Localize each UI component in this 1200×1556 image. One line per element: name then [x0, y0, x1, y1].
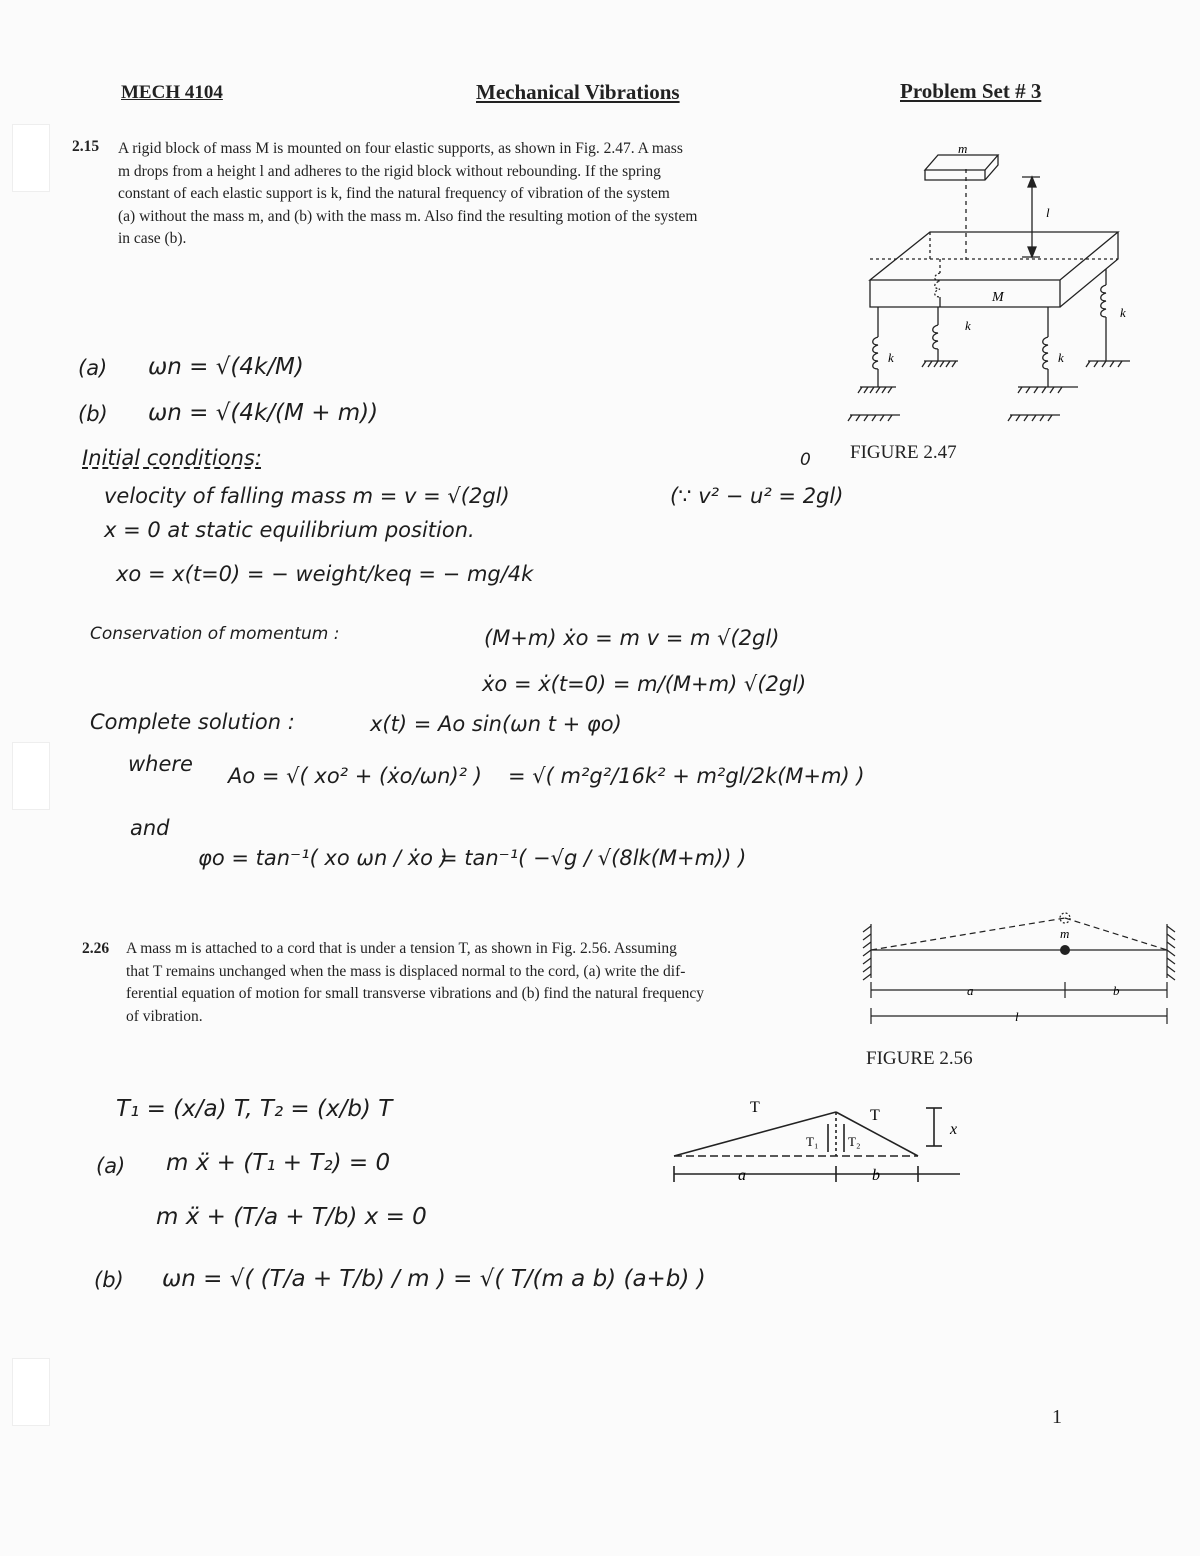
fig256-label-m: m	[1060, 926, 1070, 941]
tension-eq: T₁ = (x/a) T, T₂ = (x/b) T	[116, 1096, 393, 1122]
initial-conditions-heading: Initial conditions:	[82, 446, 262, 470]
solution-226-b-eq: ωn = √( (T/a + T/b) / m ) = √( T/(m a b) (a+b) )	[162, 1266, 706, 1292]
solution-215-a-eq: ωn = √(4k/M)	[148, 354, 304, 380]
x0-line: xo = x(t=0) = − weight/keq = − mg/4k	[116, 562, 534, 586]
text-line: A rigid block of mass M is mounted on four elastic supports, as shown in Fig. 2.47. A mass	[118, 140, 683, 157]
momentum-label: Conservation of momentum :	[90, 624, 340, 644]
velocity-note: (∵ v² − u² = 2gl)	[670, 484, 844, 508]
course-code: MECH 4104	[121, 82, 223, 103]
large-mass-block	[870, 232, 1118, 280]
solution-226-b-label: (b)	[94, 1268, 124, 1292]
text-line: m drops from a height l and adheres to the rigid block without rebounding. If the spring	[118, 162, 661, 180]
sketch-label-a: a	[738, 1167, 746, 1184]
figure-2-56	[855, 900, 1185, 1030]
problem-number-226: 2.26	[82, 940, 110, 957]
u-zero-note: 0	[800, 450, 811, 470]
text-line: (a) without the mass m, and (b) with the mass m. Also find the resulting motion of the system	[118, 207, 698, 225]
phi-rhs: = tan⁻¹( −√g / √(8lk(M+m)) )	[440, 846, 747, 870]
solution-215-b-eq: ωn = √(4k/(M + m))	[148, 400, 379, 426]
punch-hole-bottom	[12, 1358, 50, 1426]
solution-226-a-eq2: m ẍ + (T/a + T/b) x = 0	[156, 1204, 427, 1230]
solution-215-a-label: (a)	[78, 356, 108, 380]
solution-226-a-label: (a)	[96, 1154, 126, 1178]
fig247-label-M: M	[992, 290, 1004, 305]
complete-solution-eq: x(t) = Ao sin(ωn t + φo)	[370, 712, 622, 736]
phi-lhs: φo = tan⁻¹( xo ωn / ẋo )	[198, 846, 448, 870]
velocity-line: velocity of falling mass m = v = √(2gl)	[104, 484, 510, 508]
fig256-label-b: b	[1113, 983, 1120, 998]
tension-sketch	[660, 1094, 980, 1194]
text-line: in case (b).	[118, 230, 187, 247]
fig247-label-l: l	[1046, 205, 1050, 220]
complete-solution-label: Complete solution :	[90, 710, 295, 734]
page-title: Mechanical Vibrations	[476, 80, 680, 104]
text-line: A mass m is attached to a cord that is under a tension T, as shown in Fig. 2.56. Assuming	[126, 940, 677, 957]
problem-set-label: Problem Set # 3	[900, 79, 1042, 103]
punch-hole-top	[12, 124, 50, 192]
sketch-label-T1: T₁	[806, 1134, 819, 1149]
problem-226-text	[126, 938, 806, 1028]
and-label: and	[130, 816, 170, 840]
small-mass-block	[925, 155, 998, 170]
A0-lhs: Ao = √( xo² + (ẋo/ωn)² )	[228, 764, 482, 788]
sketch-label-T-left: T	[750, 1099, 760, 1116]
solution-226-a-eq1: m ẍ + (T₁ + T₂) = 0	[166, 1150, 391, 1176]
page-number: 1	[1052, 1406, 1062, 1428]
fig256-label-a: a	[967, 983, 974, 998]
sketch-label-T-right: T	[870, 1107, 880, 1124]
momentum-eq2: ẋo = ẋ(t=0) = m/(M+m) √(2gl)	[482, 672, 807, 696]
figure-2-47	[840, 125, 1140, 445]
fig247-label-k-back: k	[1120, 305, 1126, 320]
fig247-label-m: m	[958, 141, 968, 156]
text-line: ferential equation of motion for small transverse vibrations and (b) find the natural frequency	[126, 985, 705, 1002]
sketch-label-x: x	[950, 1121, 958, 1138]
fig247-label-k-left: k	[888, 350, 894, 365]
fig247-label-k-center: k	[965, 318, 971, 333]
solution-215-b-label: (b)	[78, 402, 108, 426]
static-equilibrium-line: x = 0 at static equilibrium position.	[104, 518, 475, 542]
figure-2-56-caption: FIGURE 2.56	[866, 1048, 973, 1069]
text-line: that T remains unchanged when the mass is displaced normal to the cord, (a) write the dif-	[126, 962, 686, 980]
problem-215-text	[118, 138, 798, 251]
problem-number-215: 2.15	[72, 138, 100, 155]
fig256-label-l: l	[1015, 1009, 1019, 1024]
fig247-label-k-right: k	[1058, 350, 1064, 365]
sketch-label-T2: T₂	[848, 1134, 861, 1149]
fig256-mass	[1060, 945, 1070, 955]
where-label: where	[128, 752, 193, 776]
text-line: constant of each elastic support is k, find the natural frequency of vibration of the system	[118, 185, 670, 202]
figure-2-47-caption: FIGURE 2.47	[850, 442, 957, 463]
momentum-eq1: (M+m) ẋo = m v = m √(2gl)	[484, 626, 780, 650]
sketch-label-b: b	[872, 1167, 880, 1184]
punch-hole-middle	[12, 742, 50, 810]
text-line: of vibration.	[126, 1007, 203, 1025]
A0-rhs: = √( m²g²/16k² + m²gl/2k(M+m) )	[508, 764, 865, 788]
